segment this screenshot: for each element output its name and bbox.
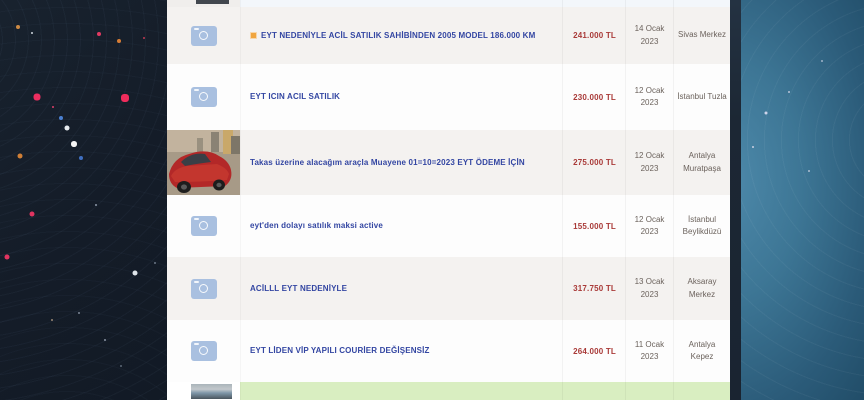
listing-price: 264.000 TL [573, 346, 616, 356]
table-right-edge-shadow [730, 0, 741, 400]
table-row-highlighted[interactable] [167, 382, 730, 400]
table-row-partial-top [167, 0, 730, 7]
listing-title-link[interactable] [250, 284, 347, 294]
table-row[interactable] [167, 195, 730, 257]
table-row[interactable] [167, 7, 730, 64]
left-panel-dots [0, 0, 2, 2]
right-panel-dots [741, 0, 743, 2]
listing-title-link[interactable] [250, 221, 383, 231]
table-row[interactable] [167, 64, 730, 130]
listing-location: Antalya Kepez [688, 339, 716, 361]
listing-location: İstanbul Beylikdüzü [682, 214, 722, 236]
listing-location: Aksaray Merkez [687, 277, 717, 299]
listing-date: 12 Ocak 2023 [634, 151, 665, 173]
listings-table [167, 0, 730, 400]
listing-title: ACİLLL EYT NEDENİYLE [250, 283, 348, 293]
vehicle-listing-photo[interactable] [191, 384, 232, 399]
listing-price: 230.000 TL [573, 92, 616, 102]
camera-placeholder-icon [191, 87, 217, 107]
left-decorative-panel [0, 0, 167, 400]
listing-price: 155.000 TL [573, 221, 616, 231]
listing-date: 14 Ocak 2023 [634, 24, 665, 46]
listing-title-link[interactable] [250, 346, 430, 356]
listing-price: 275.000 TL [573, 158, 616, 167]
listing-title: Takas üzerine alacağım araçla Muayene 01=10=2023 EYT ÖDEME İÇİN [250, 157, 525, 167]
listing-title-link[interactable] [250, 92, 340, 102]
listing-price: 241.000 TL [573, 31, 616, 40]
listing-title: EYT LİDEN VİP YAPILI COURİER DEĞİŞENSİZ [250, 346, 430, 355]
listing-date: 13 Ocak 2023 [634, 277, 665, 299]
camera-placeholder-icon [191, 26, 217, 46]
red-car-listing-photo[interactable] [167, 130, 240, 195]
listing-title: EYT NEDENİYLE ACİL SATILIK SAHİBİNDEN 2005 MODEL 186.000 KM [261, 30, 536, 40]
table-row[interactable] [167, 257, 730, 320]
listing-title-link[interactable] [250, 31, 535, 41]
listing-date: 11 Ocak 2023 [634, 339, 665, 361]
camera-placeholder-icon [191, 216, 217, 236]
listing-title-link[interactable] [250, 158, 525, 168]
cutoff-thumbnail [196, 0, 229, 4]
right-decorative-panel [741, 0, 864, 400]
listing-title: eyt'den dolayı satılık maksi active [250, 221, 383, 230]
listing-location: İstanbul Tuzla [677, 91, 727, 101]
table-row[interactable] [167, 320, 730, 382]
table-row[interactable] [167, 130, 730, 195]
camera-placeholder-icon [191, 279, 217, 299]
listing-date: 12 Ocak 2023 [634, 214, 665, 236]
listing-date: 12 Ocak 2023 [634, 85, 665, 107]
listing-price: 317.750 TL [573, 284, 616, 293]
listing-location: Sivas Merkez [677, 30, 726, 40]
featured-badge-icon [250, 32, 257, 39]
listing-title: EYT ICIN ACIL SATILIK [250, 92, 341, 101]
listing-location: Antalya Muratpaşa [683, 151, 721, 173]
camera-placeholder-icon [191, 341, 217, 361]
